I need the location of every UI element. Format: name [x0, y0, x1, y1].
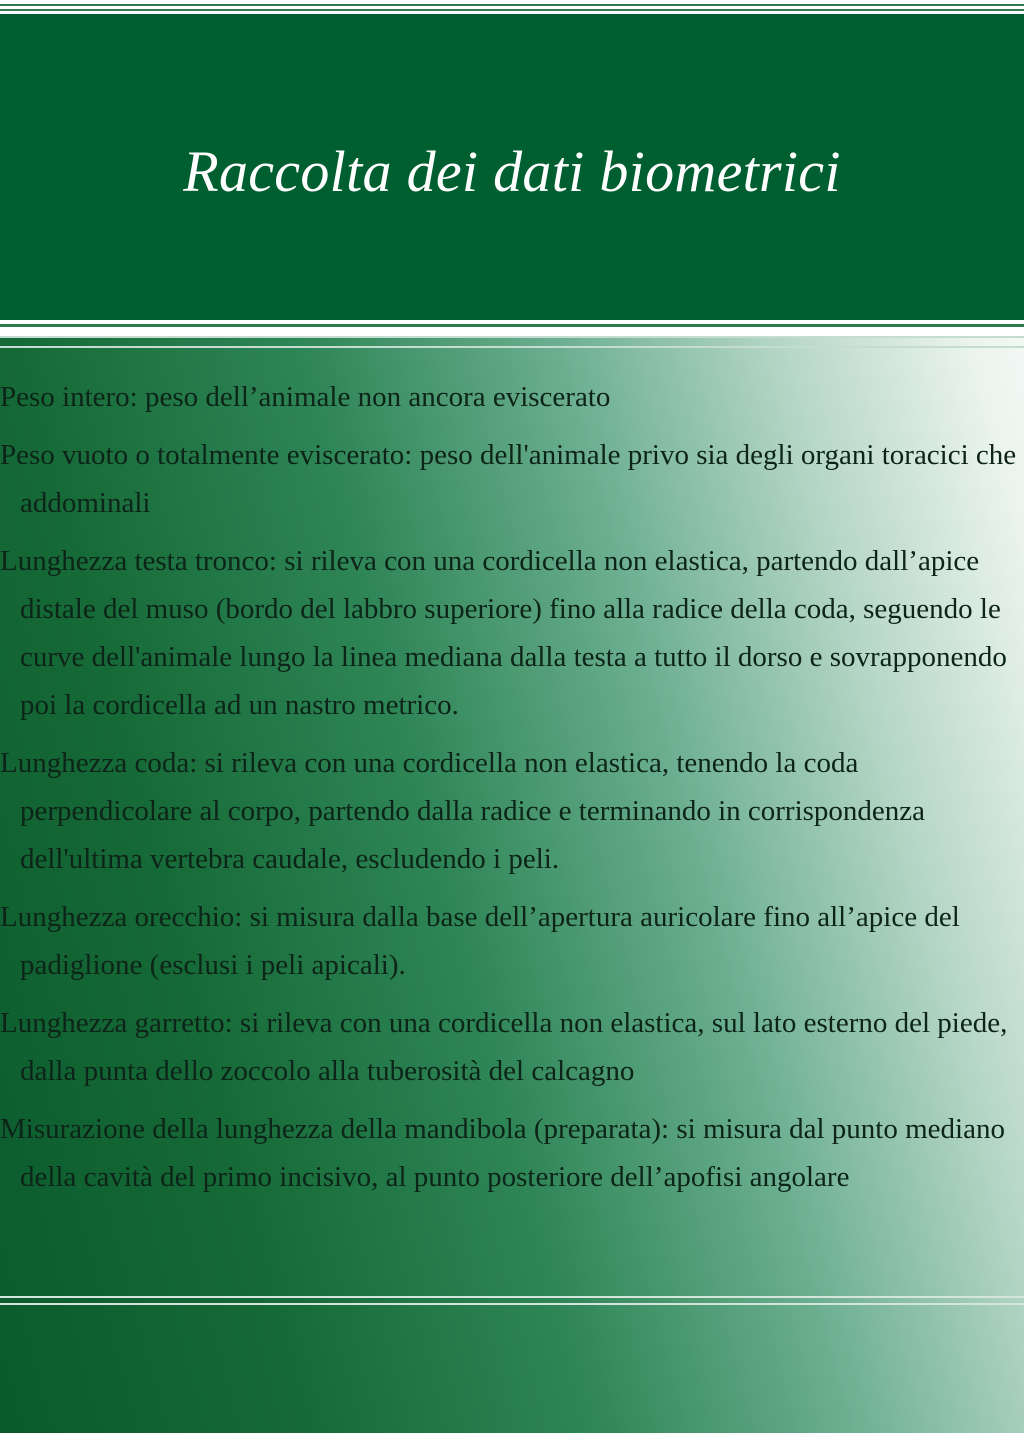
header-divider-thin-2	[0, 346, 1024, 348]
list-item: Peso vuoto o totalmente eviscerato: peso dell'animale privo sia degli organi toracici che addominali	[0, 439, 1017, 519]
top-border	[0, 0, 1024, 14]
header-divider-gap	[0, 327, 1024, 336]
footer-rule-2	[0, 1303, 1024, 1305]
list-item: Lunghezza testa tronco: si rileva con una cordicella non elastica, partendo dall’apice distale del muso (bordo del labbro superiore) fino alla radice della coda, seguendo le curve dell'animale lungo la linea mediana dalla testa a tutto il dorso e sovrapponendo poi la cordicella ad un nastro metrico.	[0, 545, 1007, 721]
header-divider-thin-1	[0, 336, 1024, 338]
list-item: Lunghezza garretto: si rileva con una cordicella non elastica, sul lato esterno del piede, dalla punta dello zoccolo alla tuberosità del calcagno	[0, 1007, 1008, 1087]
list-item: Lunghezza orecchio: si misura dalla base dell’apertura auricolare fino all’apice del padiglione (esclusi i peli apicali).	[0, 901, 960, 981]
list-item: Misurazione della lunghezza della mandibola (preparata): si misura dal punto mediano della cavità del primo incisivo, al punto posteriore dell’apofisi angolare	[0, 1113, 1005, 1193]
definition-list	[0, 373, 1022, 1211]
list-item: Lunghezza coda: si rileva con una cordicella non elastica, tenendo la coda perpendicolare al corpo, partendo dalla radice e terminando in corrispondenza dell'ultima vertebra caudale, escludendo i peli.	[0, 747, 926, 875]
top-rule-1	[0, 4, 1024, 6]
slide-title: Raccolta dei dati biometrici	[183, 139, 841, 204]
top-rule-2	[0, 9, 1024, 11]
footer-rule-1	[0, 1296, 1024, 1298]
list-item: Peso intero: peso dell’animale non ancora eviscerato	[0, 381, 611, 413]
